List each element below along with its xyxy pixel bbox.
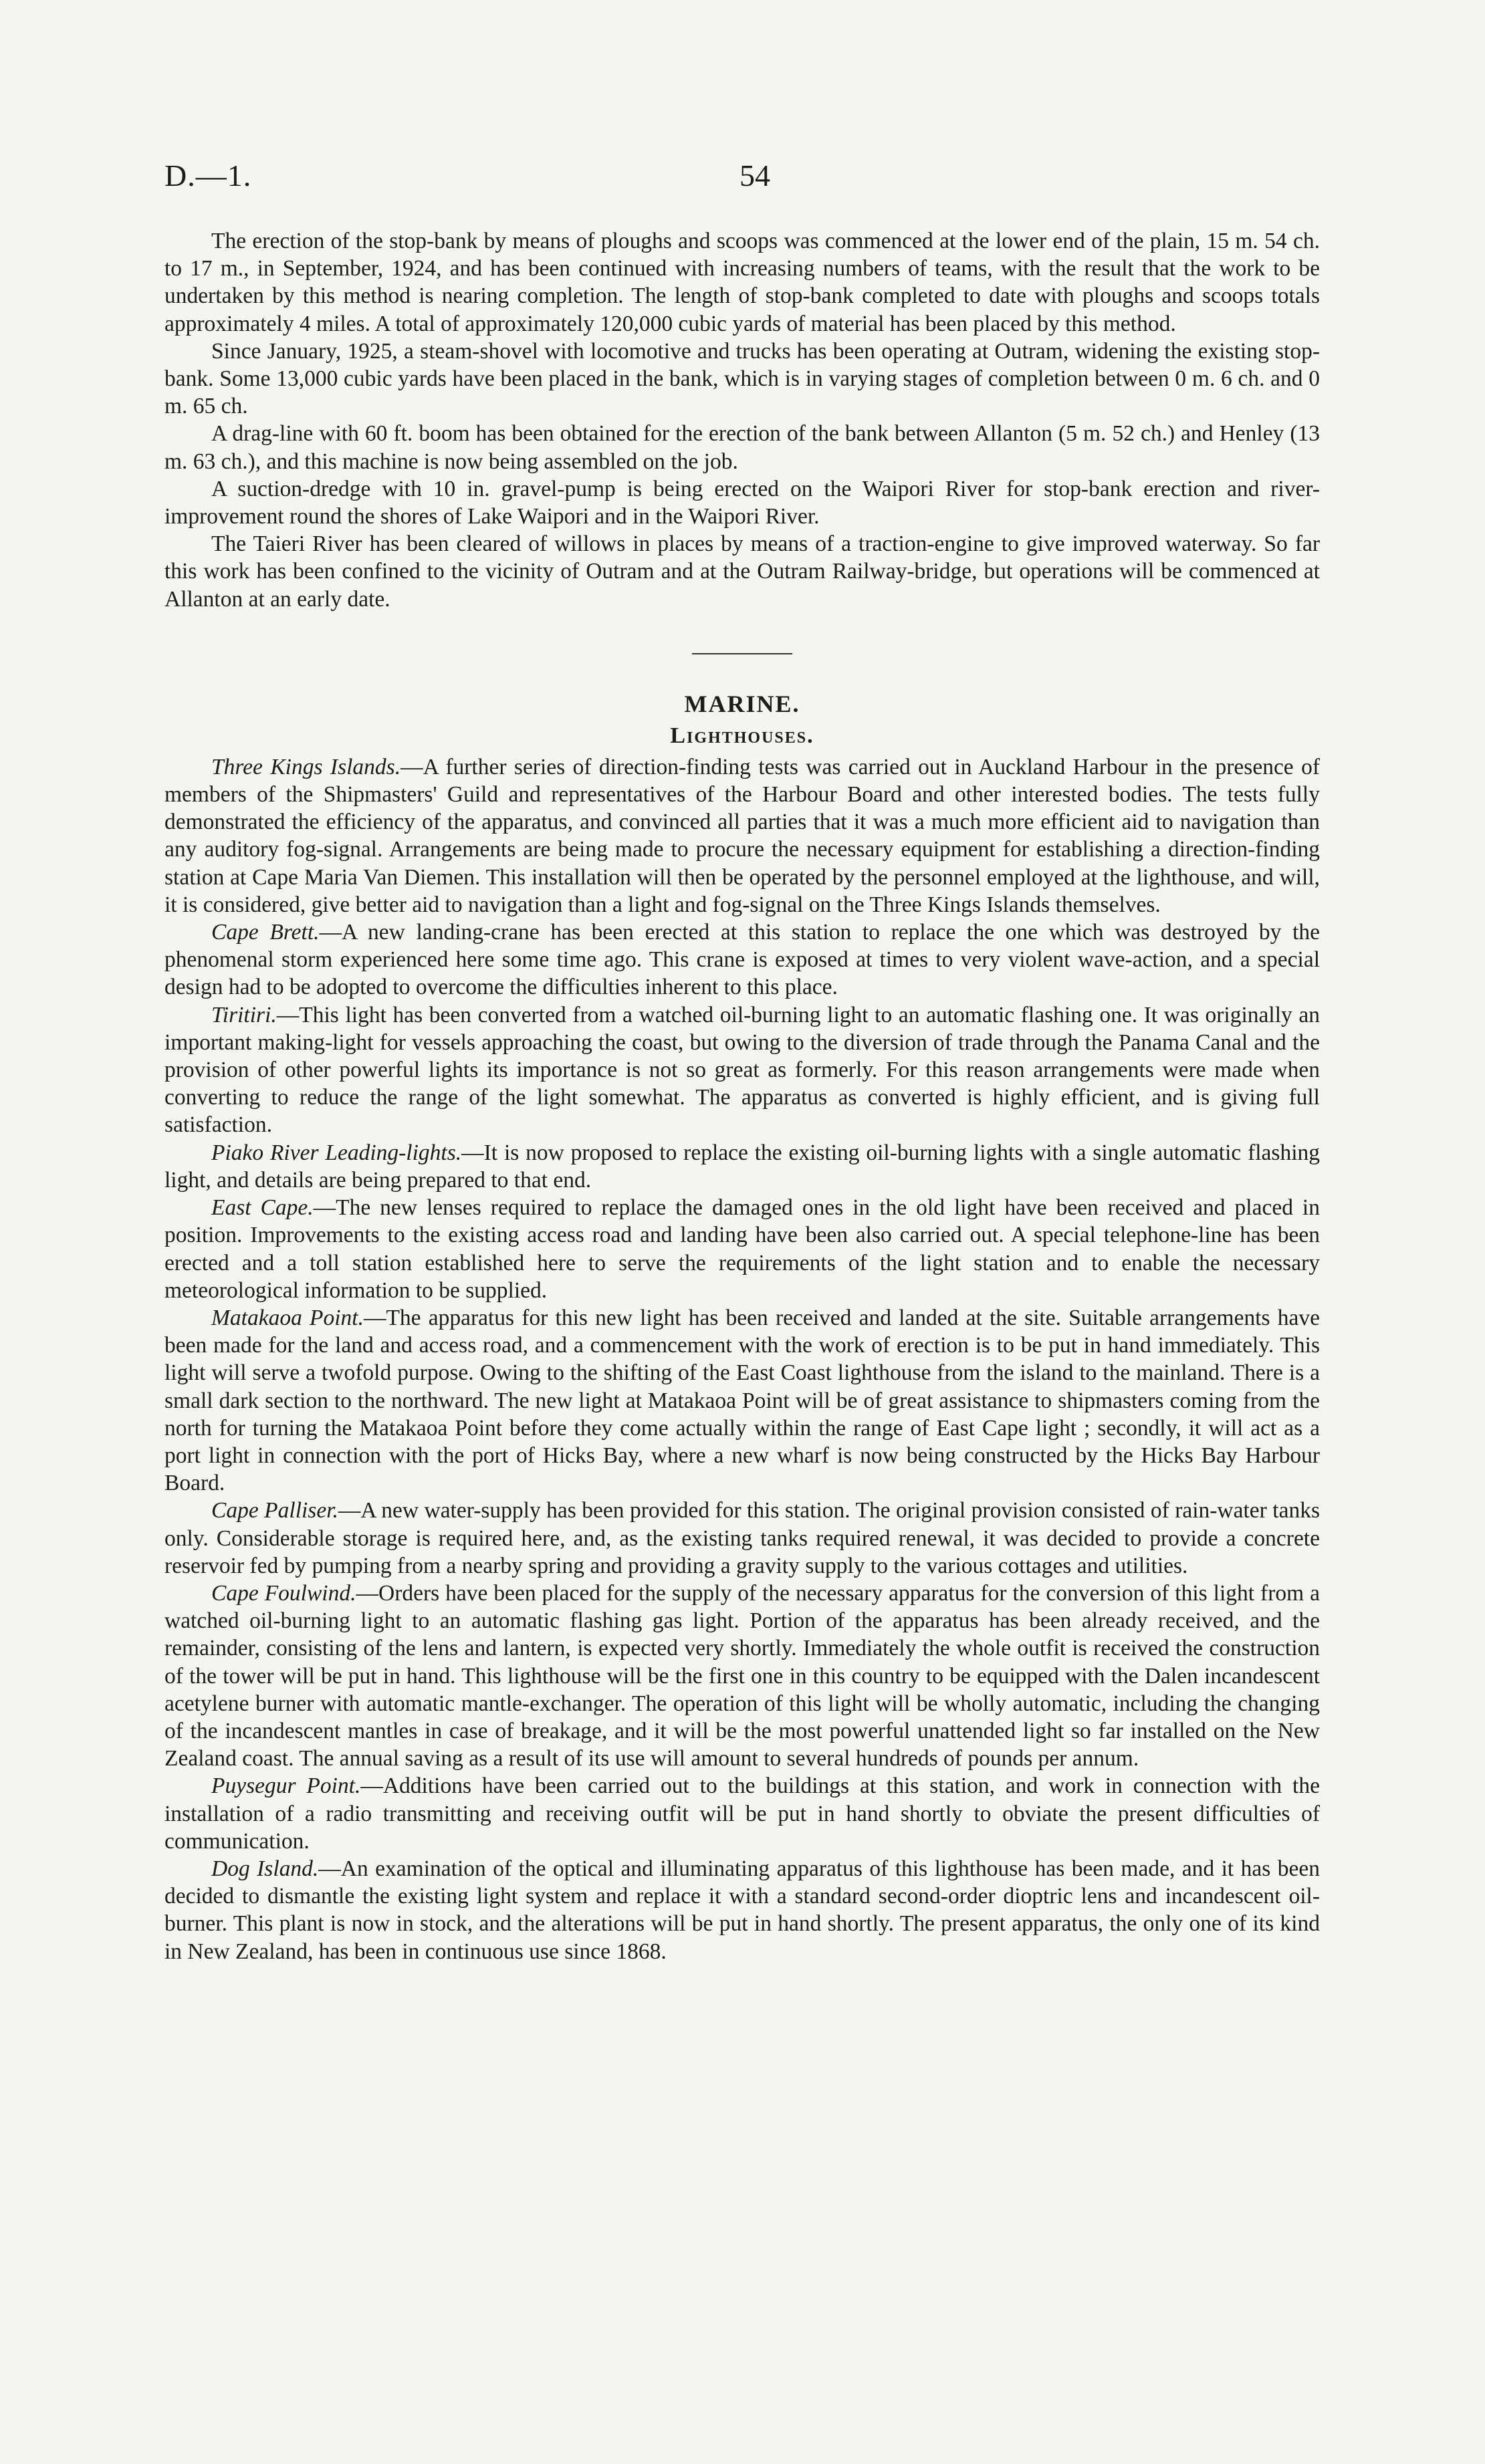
entry-heading: Cape Foulwind.	[211, 1580, 356, 1606]
section-title-marine: MARINE.	[684, 690, 800, 717]
entry-text: —The new lenses required to replace the damaged ones in the old light have been received and placed in position. Improvements to the existing access road and landing have been also carried out. A special telephone-line has been erected and a toll station established here to serve the requirements of the light station and to enable the necessary meteorological information to be supplied.	[164, 1195, 1320, 1303]
entry-puysegur-point	[164, 1772, 1320, 1855]
entry-tiritiri	[164, 1001, 1320, 1139]
entry-dog-island	[164, 1855, 1320, 1965]
entry-text: —This light has been converted from a watched oil-burning light to an automatic flashing one. It was originally an important making-light for vessels approaching the coast, but owing to the diversion of trade through the Panama Canal and the provision of other powerful lights its importance is not so great as formerly. For this reason arrangements were made when converting to reduce the range of the light somewhat. The apparatus as converted is highly efficient, and is giving full satisfaction.	[164, 1002, 1320, 1138]
entry-heading: East Cape.	[211, 1195, 314, 1221]
entry-text: —A new landing-crane has been erected at this station to replace the one which was destroyed by the phenomenal storm experienced here some time ago. This crane is exposed at times to very violent wave-action, and a special design had to be adopted to overcome the difficulties inherent to this place.	[164, 920, 1320, 1000]
entry-three-kings-islands	[164, 753, 1320, 918]
entry-text: —An examination of the optical and illuminating apparatus of this lighthouse has been made, and it has been decided to dismantle the existing light system and replace it with a standard second-order dioptric lens and incandescent oil-burner. This plant is now in stock, and the alterations will be put in hand shortly. The present apparatus, the only one of its kind in New Zealand, has been in continuous use since 1868.	[164, 1856, 1321, 1964]
entry-heading: Dog Island.	[211, 1856, 319, 1881]
subsection-title-lighthouses: Lighthouses.	[670, 723, 814, 748]
paragraph-drag-line: A drag-line with 60 ft. boom has been obtained for the erection of the bank between Allanton (5 m. 52 ch.) and Henley (13 m. 63 ch.), and this machine is now being assembled on the job.	[164, 421, 1320, 474]
entry-heading: Matakaoa Point.	[211, 1305, 364, 1330]
entry-heading: Cape Brett.	[211, 920, 320, 945]
entry-cape-palliser	[164, 1497, 1320, 1580]
entry-cape-brett	[164, 918, 1320, 1001]
intro-section	[164, 227, 1320, 613]
entry-text: —A further series of direction-finding tests was carried out in Auckland Harbour in the presence of members of the Shipmasters' Guild and representatives of the Harbour Board and other interested bodies. The tests fully demonstrated the efficiency of the apparatus, and convinced all parties that it was a much more efficient aid to navigation than any auditory fog-signal. Arrangements are being made to procure the necessary equipment for establishing a direction-finding station at Cape Maria Van Diemen. This installation will then be operated by the personnel employed at the lighthouse, and will, it is considered, give better aid to navigation than a light and fog-signal on the Three Kings Islands themselves.	[164, 754, 1320, 917]
entry-heading: Three Kings Islands.	[211, 754, 401, 779]
entry-text: —It is now proposed to replace the existing oil-burning lights with a single automatic flashing light, and details are being prepared to that end.	[164, 1140, 1321, 1193]
entry-text: —A new water-supply has been provided for this station. The original provision consisted of rain-water tanks only. Considerable storage is required here, and, as the existing tanks required renewal, it was decided to provide a concrete reservoir fed by pumping from a nearby spring and providing a gravity supply to the various cottages and utilities.	[164, 1498, 1320, 1578]
paragraph-taieri-river: The Taieri River has been cleared of willows in places by means of a traction-engine to give improved waterway. So far this work has been confined to the vicinity of Outram and at the Outram Railway-bridge, but operations will be commenced at Allanton at an early date.	[164, 531, 1320, 612]
page-header	[164, 158, 1321, 205]
page-body	[164, 227, 1320, 1965]
entry-text: —The apparatus for this new light has been received and landed at the site. Suitable arrangements have been made for the land and access road, and a commencement with the work of erection is to be put in hand immediately. This light will serve a twofold purpose. Owing to the shifting of the East Coast lighthouse from the island to the mainland. There is a small dark section to the northward. The new light at Matakaoa Point will be of great assistance to shipmasters coming from the north for turning the Matakaoa Point before they come actually within the range of East Cape light ; secondly, it will act as a port light in connection with the port of Hicks Bay, where a new wharf is now being constructed by the Hicks Bay Harbour Board.	[164, 1305, 1320, 1496]
entry-text: —Additions have been carried out to the buildings at this station, and work in connection with the installation of a radio transmitting and receiving outfit will be put in hand shortly to obviate the present difficulties of communication.	[164, 1773, 1320, 1854]
entry-cape-foulwind	[164, 1580, 1320, 1772]
section-divider	[692, 653, 792, 654]
entry-heading: Piako River Leading-lights.	[211, 1140, 462, 1165]
entry-east-cape	[164, 1194, 1320, 1304]
entry-piako-river	[164, 1139, 1320, 1194]
page-number: 54	[739, 158, 770, 193]
paragraph-stop-bank-ploughs: The erection of the stop-bank by means of ploughs and scoops was commenced at the lower end of the plain, 15 m. 54 ch. to 17 m., in September, 1924, and has been continued with increasing numbers of teams, with the result that the work to be undertaken by this method is nearing completion. The length of stop-bank completed to date with ploughs and scoops totals approximately 4 miles. A total of approximately 120,000 cubic yards of material has been placed by this method.	[164, 229, 1320, 336]
entry-text: —Orders have been placed for the supply of the necessary apparatus for the conversion of this light from a watched oil-burning light to an automatic flashing gas light. Portion of the apparatus has been already received, and the remainder, consisting of the lens and lantern, is expected very shortly. Immediately the whole outfit is received the construction of the tower will be put in hand. This lighthouse will be the first one in this country to be equipped with the Dalen incandescent acetylene burner with automatic mantle-exchanger. The operation of this light will be wholly automatic, including the changing of the incandescent mantles in case of breakage, and it will be the most powerful unattended light so far installed on the New Zealand coast. The annual saving as a result of its use will amount to several hundreds of pounds per annum.	[164, 1580, 1321, 1771]
entry-heading: Puysegur Point.	[211, 1773, 361, 1799]
entry-heading: Tiritiri.	[211, 1002, 277, 1027]
entry-matakaoa-point	[164, 1304, 1320, 1497]
document-reference: D.—1.	[164, 158, 252, 193]
paragraph-suction-dredge: A suction-dredge with 10 in. gravel-pump is being erected on the Waipori River for stop-bank erection and river-improvement round the shores of Lake Waipori and in the Waipori River.	[164, 476, 1320, 529]
entry-heading: Cape Palliser.	[211, 1498, 338, 1523]
paragraph-steam-shovel: Since January, 1925, a steam-shovel with locomotive and trucks has been operating at Outram, widening the existing stop-bank. Some 13,000 cubic yards have been placed in the bank, which is in varying stages of completion between 0 m. 6 ch. and 0 m. 65 ch.	[164, 338, 1320, 419]
lighthouse-entries	[164, 753, 1320, 1965]
